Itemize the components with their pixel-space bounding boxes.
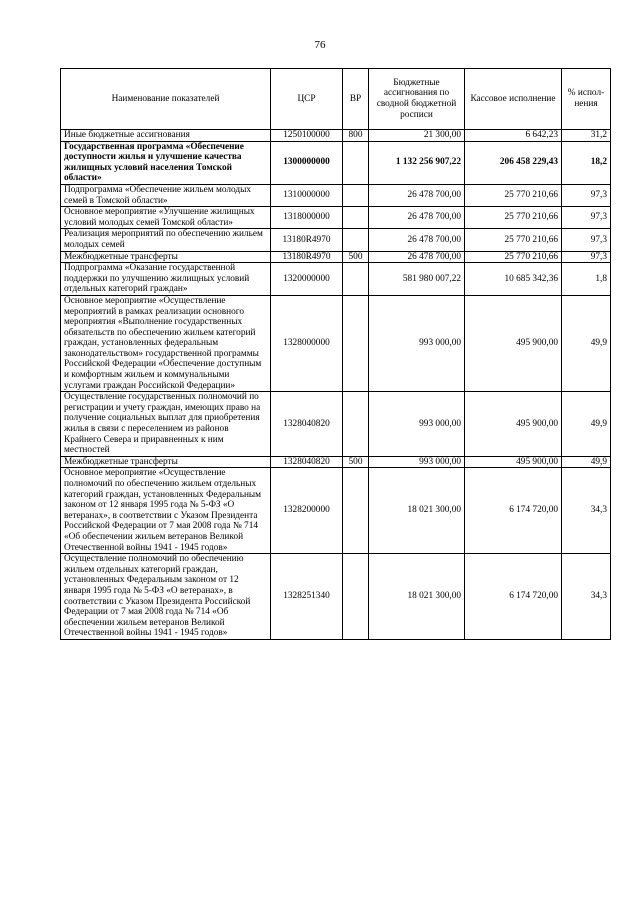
header-budget: Бюджетные ассигнования по сводной бюджетной росписи	[369, 69, 465, 130]
row-vr	[343, 263, 369, 296]
row-percent: 1,8	[562, 263, 611, 296]
row-vr	[343, 207, 369, 229]
row-name: Иные бюджетные ассигнования	[61, 130, 271, 142]
row-csr: 1250100000	[271, 130, 343, 142]
row-budget: 993 000,00	[369, 456, 465, 468]
row-vr	[343, 554, 369, 640]
row-budget: 26 478 700,00	[369, 229, 465, 251]
row-csr: 13180R4970	[271, 229, 343, 251]
table-row	[61, 263, 611, 296]
row-name: Основное мероприятие «Улучшение жилищных условий молодых семей Томской области»	[61, 207, 271, 229]
row-budget: 993 000,00	[369, 295, 465, 391]
header-csr: ЦСР	[271, 69, 343, 130]
row-name: Основное мероприятие «Осуществление полномочий по обеспечению жильем отдельных категорий граждан, установленных Федеральным законом от 12 января 1995 года № 5-ФЗ «О ветеранах», в соответствии с Указом Президента Российской Федерации от 7 мая 2008 года № 714 «Об обеспечении жильем ветеранов Великой Отечественной войны 1941 - 1945 годов»	[61, 468, 271, 554]
row-vr	[343, 229, 369, 251]
table-row	[61, 554, 611, 640]
row-name: Межбюджетные трансферты	[61, 456, 271, 468]
row-csr: 1310000000	[271, 184, 343, 206]
row-percent: 31,2	[562, 130, 611, 142]
row-percent: 49,9	[562, 392, 611, 457]
row-percent: 97,3	[562, 251, 611, 263]
header-vr: ВР	[343, 69, 369, 130]
row-cash: 6 174 720,00	[465, 554, 562, 640]
row-budget: 581 980 007,22	[369, 263, 465, 296]
row-percent: 34,3	[562, 554, 611, 640]
row-name: Реализация мероприятий по обеспечению жильем молодых семей	[61, 229, 271, 251]
budget-execution-table	[60, 68, 611, 640]
page-number: 76	[314, 39, 326, 51]
table-row	[61, 141, 611, 184]
row-cash: 6 642,23	[465, 130, 562, 142]
row-cash: 206 458 229,43	[465, 141, 562, 184]
row-percent: 34,3	[562, 468, 611, 554]
row-cash: 495 900,00	[465, 392, 562, 457]
row-name: Осуществление полномочий по обеспечению жильем отдельных категорий граждан, установленных Федеральным законом от 12 января 1995 года № 5-ФЗ «О ветеранах», в соответствии с Указом Президента Российской Федерации от 7 мая 2008 года № 714 «Об обеспечении жильем ветеранов Великой Отечественной войны 1941 - 1945 годов»	[61, 554, 271, 640]
row-percent: 49,9	[562, 456, 611, 468]
row-percent: 97,3	[562, 184, 611, 206]
row-csr: 1328000000	[271, 295, 343, 391]
row-vr	[343, 468, 369, 554]
row-budget: 26 478 700,00	[369, 251, 465, 263]
header-percent: % испол-нения	[562, 69, 611, 130]
row-budget: 18 021 300,00	[369, 554, 465, 640]
row-cash: 25 770 210,66	[465, 184, 562, 206]
row-budget: 993 000,00	[369, 392, 465, 457]
row-name: Подпрограмма «Оказание государственной поддержки по улучшению жилищных условий отдельных категорий граждан»	[61, 263, 271, 296]
row-budget: 18 021 300,00	[369, 468, 465, 554]
row-name: Осуществление государственных полномочий по регистрации и учету граждан, имеющих право на получение социальных выплат для приобретения жилья в связи с переселением из районов Крайнего Севера и приравненных к ним местностей	[61, 392, 271, 457]
table-row	[61, 251, 611, 263]
row-cash: 25 770 210,66	[465, 251, 562, 263]
row-percent: 18,2	[562, 141, 611, 184]
row-budget: 21 300,00	[369, 130, 465, 142]
table-row	[61, 468, 611, 554]
row-name: Подпрограмма «Обеспечение жильем молодых семей в Томской области»	[61, 184, 271, 206]
row-csr: 1328200000	[271, 468, 343, 554]
row-cash: 495 900,00	[465, 295, 562, 391]
row-percent: 97,3	[562, 229, 611, 251]
row-percent: 49,9	[562, 295, 611, 391]
row-name: Основное мероприятие «Осуществление мероприятий в рамках реализации основного мероприятия «Выполнение государственных обязательств по обеспечению жильем категорий граждан, установленных федеральным законодательством» государственной программы Российской Федерации «Обеспечение доступным и комфортным жильем и коммунальными услугами граждан Российской Федерации»	[61, 295, 271, 391]
row-csr: 1328251340	[271, 554, 343, 640]
row-cash: 495 900,00	[465, 456, 562, 468]
row-budget: 1 132 256 907,22	[369, 141, 465, 184]
row-budget: 26 478 700,00	[369, 184, 465, 206]
row-vr	[343, 392, 369, 457]
table-row	[61, 130, 611, 142]
row-vr	[343, 295, 369, 391]
table-row	[61, 207, 611, 229]
row-cash: 10 685 342,36	[465, 263, 562, 296]
header-cash: Кассовое исполнение	[465, 69, 562, 130]
table-row	[61, 456, 611, 468]
header-name: Наименование показателей	[61, 69, 271, 130]
row-name: Межбюджетные трансферты	[61, 251, 271, 263]
row-vr: 500	[343, 456, 369, 468]
row-vr: 500	[343, 251, 369, 263]
row-vr	[343, 141, 369, 184]
row-csr: 1320000000	[271, 263, 343, 296]
row-budget: 26 478 700,00	[369, 207, 465, 229]
row-csr: 1328040820	[271, 456, 343, 468]
table-row	[61, 295, 611, 391]
table-row	[61, 229, 611, 251]
row-csr: 13180R4970	[271, 251, 343, 263]
row-cash: 25 770 210,66	[465, 207, 562, 229]
row-vr	[343, 184, 369, 206]
row-percent: 97,3	[562, 207, 611, 229]
table-header-row	[61, 69, 611, 130]
row-vr: 800	[343, 130, 369, 142]
row-csr: 1318000000	[271, 207, 343, 229]
row-csr: 1328040820	[271, 392, 343, 457]
table-row	[61, 392, 611, 457]
table-row	[61, 184, 611, 206]
row-name: Государственная программа «Обеспечение доступности жилья и улучшение качества жилищных условий населения Томской области»	[61, 141, 271, 184]
row-cash: 25 770 210,66	[465, 229, 562, 251]
row-csr: 1300000000	[271, 141, 343, 184]
row-cash: 6 174 720,00	[465, 468, 562, 554]
